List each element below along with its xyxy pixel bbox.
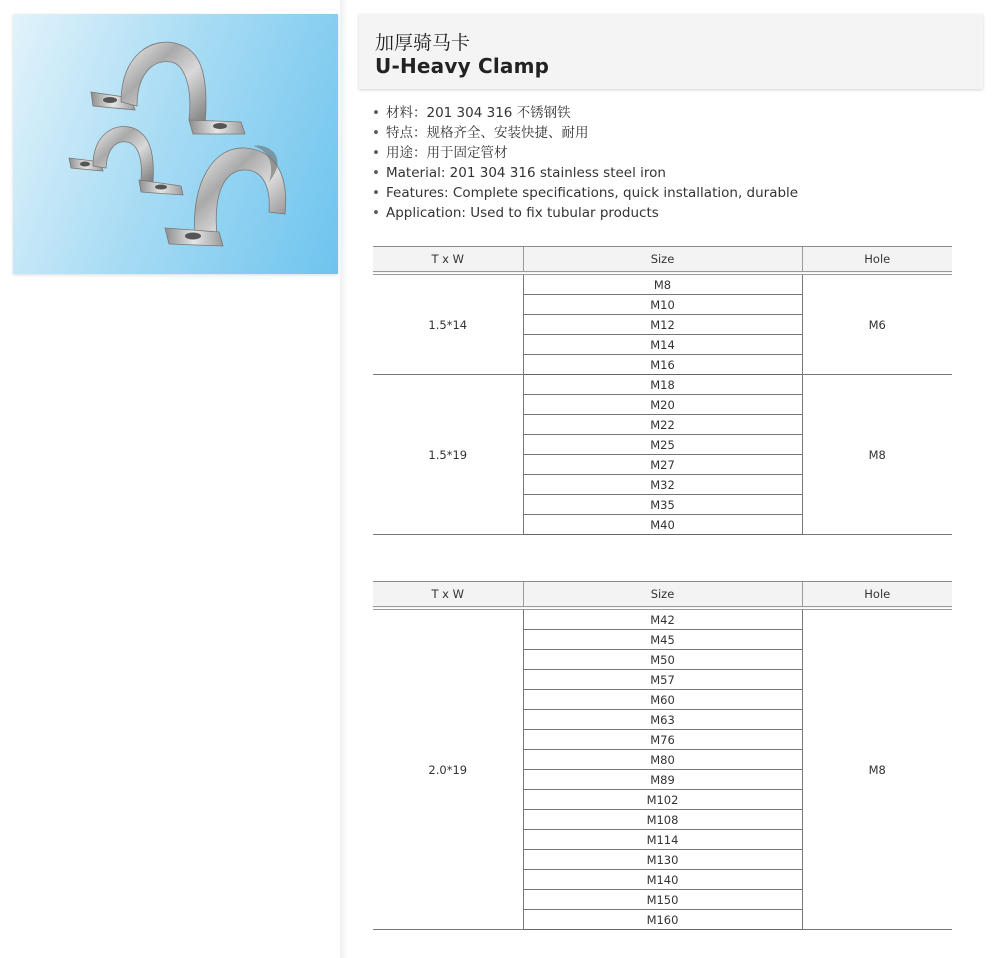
cell-hole: M6 (802, 273, 952, 375)
cell-size: M27 (523, 455, 802, 475)
header-txw: T x W (373, 582, 523, 609)
cell-size: M108 (523, 810, 802, 830)
cell-txw: 1.5*19 (373, 375, 523, 535)
cell-size: M16 (523, 355, 802, 375)
clamp-small-left (69, 127, 183, 195)
cell-size: M32 (523, 475, 802, 495)
bullet-icon: • (372, 105, 380, 121)
bullet-icon: • (372, 145, 380, 161)
cell-hole: M8 (802, 375, 952, 535)
cell-size: M89 (523, 770, 802, 790)
feature-item (372, 183, 798, 203)
cell-size: M35 (523, 495, 802, 515)
feature-item (372, 103, 798, 123)
header-txw: T x W (373, 247, 523, 274)
header-size: Size (523, 582, 802, 609)
table-row (373, 375, 952, 395)
cell-size: M12 (523, 315, 802, 335)
header-hole: Hole (802, 582, 952, 609)
cell-size: M42 (523, 608, 802, 630)
cell-size: M10 (523, 295, 802, 315)
feature-item (372, 163, 798, 183)
table-row (373, 273, 952, 295)
cell-size: M14 (523, 335, 802, 355)
product-title-cn: 加厚骑马卡 (375, 32, 471, 54)
cell-size: M20 (523, 395, 802, 415)
cell-size: M60 (523, 690, 802, 710)
feature-text: Material: 201 304 316 stainless steel iron (386, 165, 666, 181)
clamp-large-top (91, 42, 245, 134)
feature-text: 用途：用于固定管材 (386, 145, 508, 161)
feature-item (372, 123, 798, 143)
product-title-en: U-Heavy Clamp (375, 54, 550, 78)
spec-table-1-body (373, 273, 952, 535)
cell-hole: M8 (802, 608, 952, 930)
cell-size: M150 (523, 890, 802, 910)
cell-size: M8 (523, 273, 802, 295)
cell-txw: 2.0*19 (373, 608, 523, 930)
clamp-large-right (165, 145, 286, 246)
cell-size: M45 (523, 630, 802, 650)
u-clamp-illustration (13, 14, 338, 274)
feature-item (372, 203, 798, 223)
bullet-icon: • (372, 205, 380, 221)
header-hole: Hole (802, 247, 952, 274)
feature-item (372, 143, 798, 163)
column-divider (340, 0, 348, 958)
cell-size: M18 (523, 375, 802, 395)
feature-list (372, 103, 798, 223)
cell-size: M80 (523, 750, 802, 770)
bullet-icon: • (372, 165, 380, 181)
cell-txw: 1.5*14 (373, 273, 523, 375)
left-panel (0, 0, 340, 958)
cell-size: M140 (523, 870, 802, 890)
cell-size: M76 (523, 730, 802, 750)
product-header (359, 14, 983, 89)
cell-size: M114 (523, 830, 802, 850)
feature-text: 材料：201 304 316 不锈钢铁 (386, 105, 571, 121)
cell-size: M160 (523, 910, 802, 930)
cell-size: M102 (523, 790, 802, 810)
product-image (13, 14, 338, 274)
spec-table-1 (373, 246, 952, 535)
cell-size: M22 (523, 415, 802, 435)
cell-size: M63 (523, 710, 802, 730)
bullet-icon: • (372, 185, 380, 201)
feature-text: Features: Complete specifications, quick installation, durable (386, 185, 799, 201)
cell-size: M40 (523, 515, 802, 535)
cell-size: M57 (523, 670, 802, 690)
table-header-row (373, 247, 952, 274)
spec-table-2-body (373, 608, 952, 930)
spec-table-2 (373, 581, 952, 930)
table-row (373, 608, 952, 630)
header-size: Size (523, 247, 802, 274)
bullet-icon: • (372, 125, 380, 141)
cell-size: M25 (523, 435, 802, 455)
table-header-row (373, 582, 952, 609)
feature-text: 特点：规格齐全、安装快捷、耐用 (386, 125, 589, 141)
feature-text: Application: Used to fix tubular products (386, 205, 659, 221)
cell-size: M50 (523, 650, 802, 670)
cell-size: M130 (523, 850, 802, 870)
